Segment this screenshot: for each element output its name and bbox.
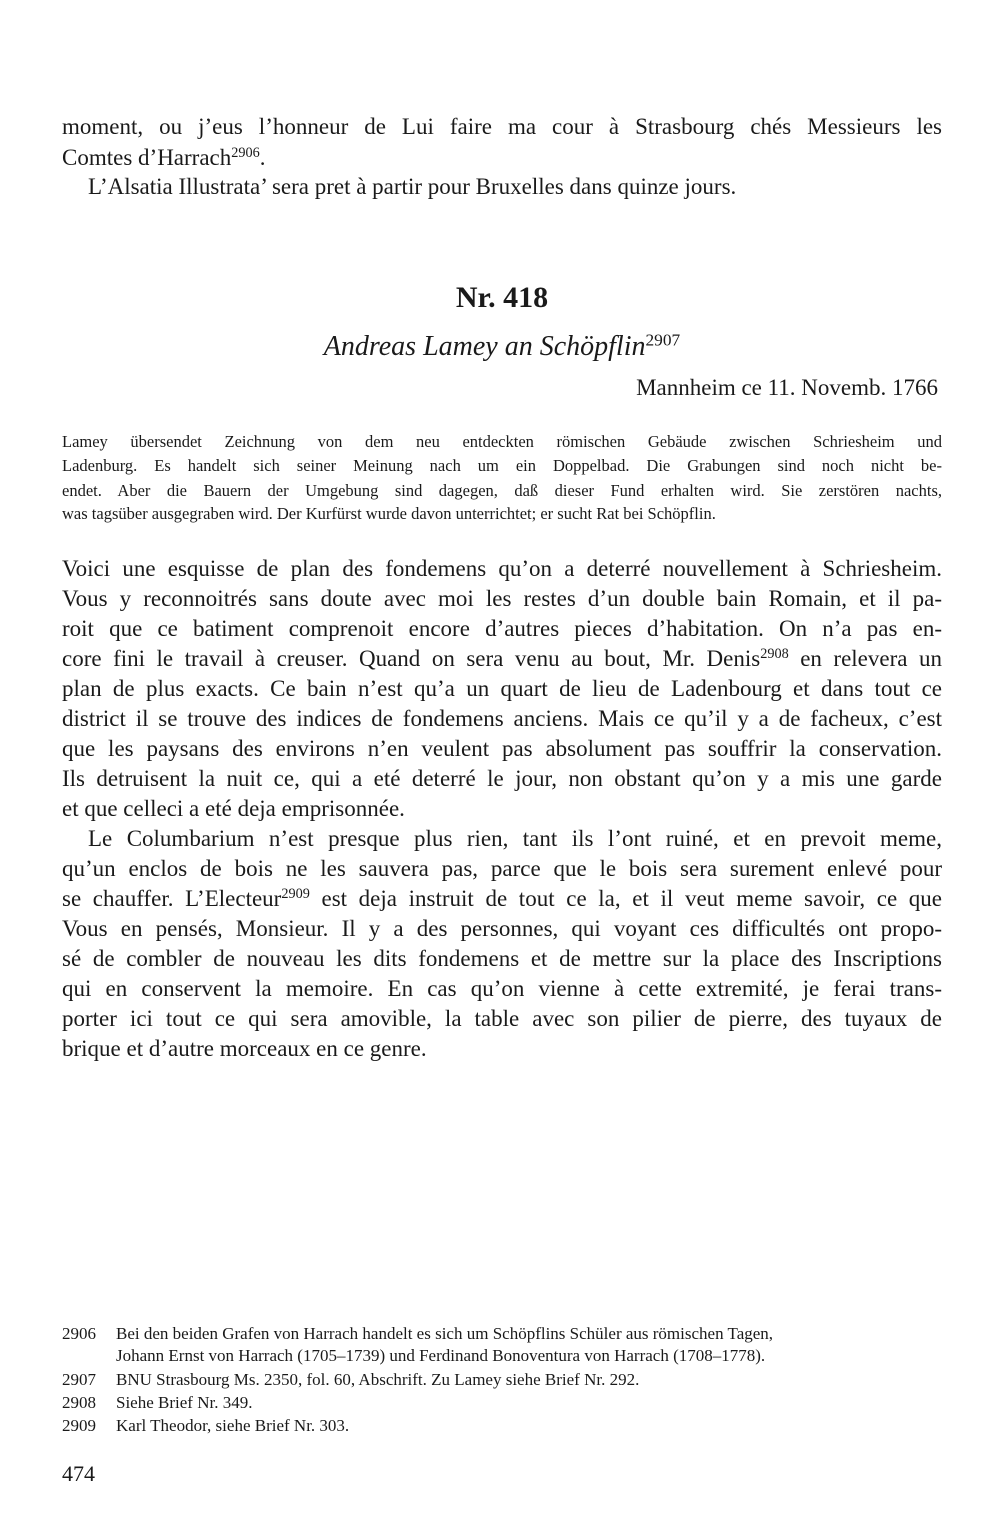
body-p2-line-2: qu’un enclos de bois ne les sauvera pas, parce que le bois sera surement enlevé pour xyxy=(62,856,942,881)
body-p1-line-1: Voici une esquisse de plan des fondemens qu’on a deterré nouvellement à Schriesheim. xyxy=(62,556,942,581)
body-p1-line-7: que les paysans des environs n’en veulent pas absolument pas souffrir la conservation. xyxy=(62,736,942,761)
body-p2-line-3: se chauffer. L’Electeur$^{2909}$ est deja instruit de tout ce la, et il veut meme savoir, ce que xyxy=(62,886,942,911)
summary-line-1: Lamey übersendet Zeichnung von dem neu entdeckten römischen Gebäude zwischen Schriesheim und xyxy=(62,432,942,451)
body-p1-line-6: district il se trouve des indices de fondemens anciens. Mais ce qu’il y a de facheux, c’est xyxy=(62,706,942,731)
footnote-number: 2907 xyxy=(62,1370,96,1389)
footnote-text: Siehe Brief Nr. 349. xyxy=(116,1393,253,1412)
body-p1-line-2: Vous y reconnoitrés sans doute avec moi les restes d’un double bain Romain, et il pa- xyxy=(62,586,942,611)
body-p1-line-4: core fini le travail à creuser. Quand on sera venu au bout, Mr. Denis$^{2908}$ en relevera un xyxy=(62,646,942,671)
body-p2-line-5: sé de combler de nouveau les dits fondemens et de mettre sur la place des Inscriptions xyxy=(62,946,942,971)
footnote-number: 2909 xyxy=(62,1416,96,1435)
summary-line-4: was tagsüber ausgegraben wird. Der Kurfürst wurde davon unterrichtet; er sucht Rat bei Schöpflin. xyxy=(62,504,716,523)
page-number: 474 xyxy=(62,1461,95,1486)
summary-line-2: Ladenburg. Es handelt sich seiner Meinung nach um ein Doppelbad. Die Grabungen sind noch nicht be- xyxy=(62,456,942,475)
body-p2-line-1: Le Columbarium n’est presque plus rien, tant ils l’ont ruiné, et en prevoit meme, xyxy=(88,826,942,851)
body-p2-line-4: Vous en pensés, Monsieur. Il y a des personnes, qui voyant ces difficultés ont propo- xyxy=(62,916,942,941)
body-p1-line-3: roit que ce batiment comprenoit encore d’autres pieces d’habitation. On n’a pas en- xyxy=(62,616,942,641)
dateline: Mannheim ce 11. Novemb. 1766 xyxy=(636,375,938,400)
footnote-ref-2906[interactable]: 2906 xyxy=(231,145,260,162)
letter-number: Nr. 418 xyxy=(455,281,549,314)
footnote-text: Bei den beiden Grafen von Harrach handelt es sich um Schöpflins Schüler aus römischen Tagen, xyxy=(116,1324,774,1343)
body-p1-line-8: Ils detruisent la nuit ce, qui a eté deterré le jour, non obstant qu’on y a mis une garde xyxy=(62,766,942,791)
body-p2-line-7: porter ici tout ce qui sera amovible, la table avec son pilier de pierre, des tuyaux de xyxy=(62,1006,942,1031)
footnote-text: Karl Theodor, siehe Brief Nr. 303. xyxy=(116,1416,350,1435)
footnote-ref-2909[interactable]: 2909 xyxy=(281,886,310,903)
footnote-ref-2907[interactable]: 2907 xyxy=(645,330,681,350)
document-page xyxy=(62,0,942,1531)
footnote-number: 2908 xyxy=(62,1393,96,1412)
body-p1-line-9: et que celleci a eté deja emprisonnée. xyxy=(62,796,405,821)
body-p1-line-5: plan de plus exacts. Ce bain n’est qu’a un quart de lieu de Ladenbourg et dans tout ce xyxy=(62,676,942,701)
continuation-line-1: moment, ou j’eus l’honneur de Lui faire ma cour à Strasbourg chés Messieurs les xyxy=(62,114,942,139)
body-p2-line-8: brique et d’autre morceaux en ce genre. xyxy=(62,1036,427,1061)
summary-line-3: endet. Aber die Bauern der Umgebung sind dagegen, daß dieser Fund erhalten wird. Sie zerstören nachts, xyxy=(62,481,942,500)
continuation-line-2: Comtes d’Harrach$^{2906}$. xyxy=(62,145,266,170)
letter-title: Andreas Lamey an Schöpflin$^{2907}$ xyxy=(323,330,681,362)
footnote-text-continued: Johann Ernst von Harrach (1705–1739) und Ferdinand Bonoventura von Harrach (1708–1778). xyxy=(116,1346,766,1365)
footnote-text: BNU Strasbourg Ms. 2350, fol. 60, Abschrift. Zu Lamey siehe Brief Nr. 292. xyxy=(116,1370,640,1389)
continuation-line-3: L’Alsatia Illustrata’ sera pret à partir pour Bruxelles dans quinze jours. xyxy=(88,174,737,199)
footnote-number: 2906 xyxy=(62,1324,96,1343)
footnote-ref-2908[interactable]: 2908 xyxy=(760,646,789,663)
body-p2-line-6: qui en conservent la memoire. En cas qu’on vienne à cette extremité, je ferai trans- xyxy=(62,976,942,1001)
